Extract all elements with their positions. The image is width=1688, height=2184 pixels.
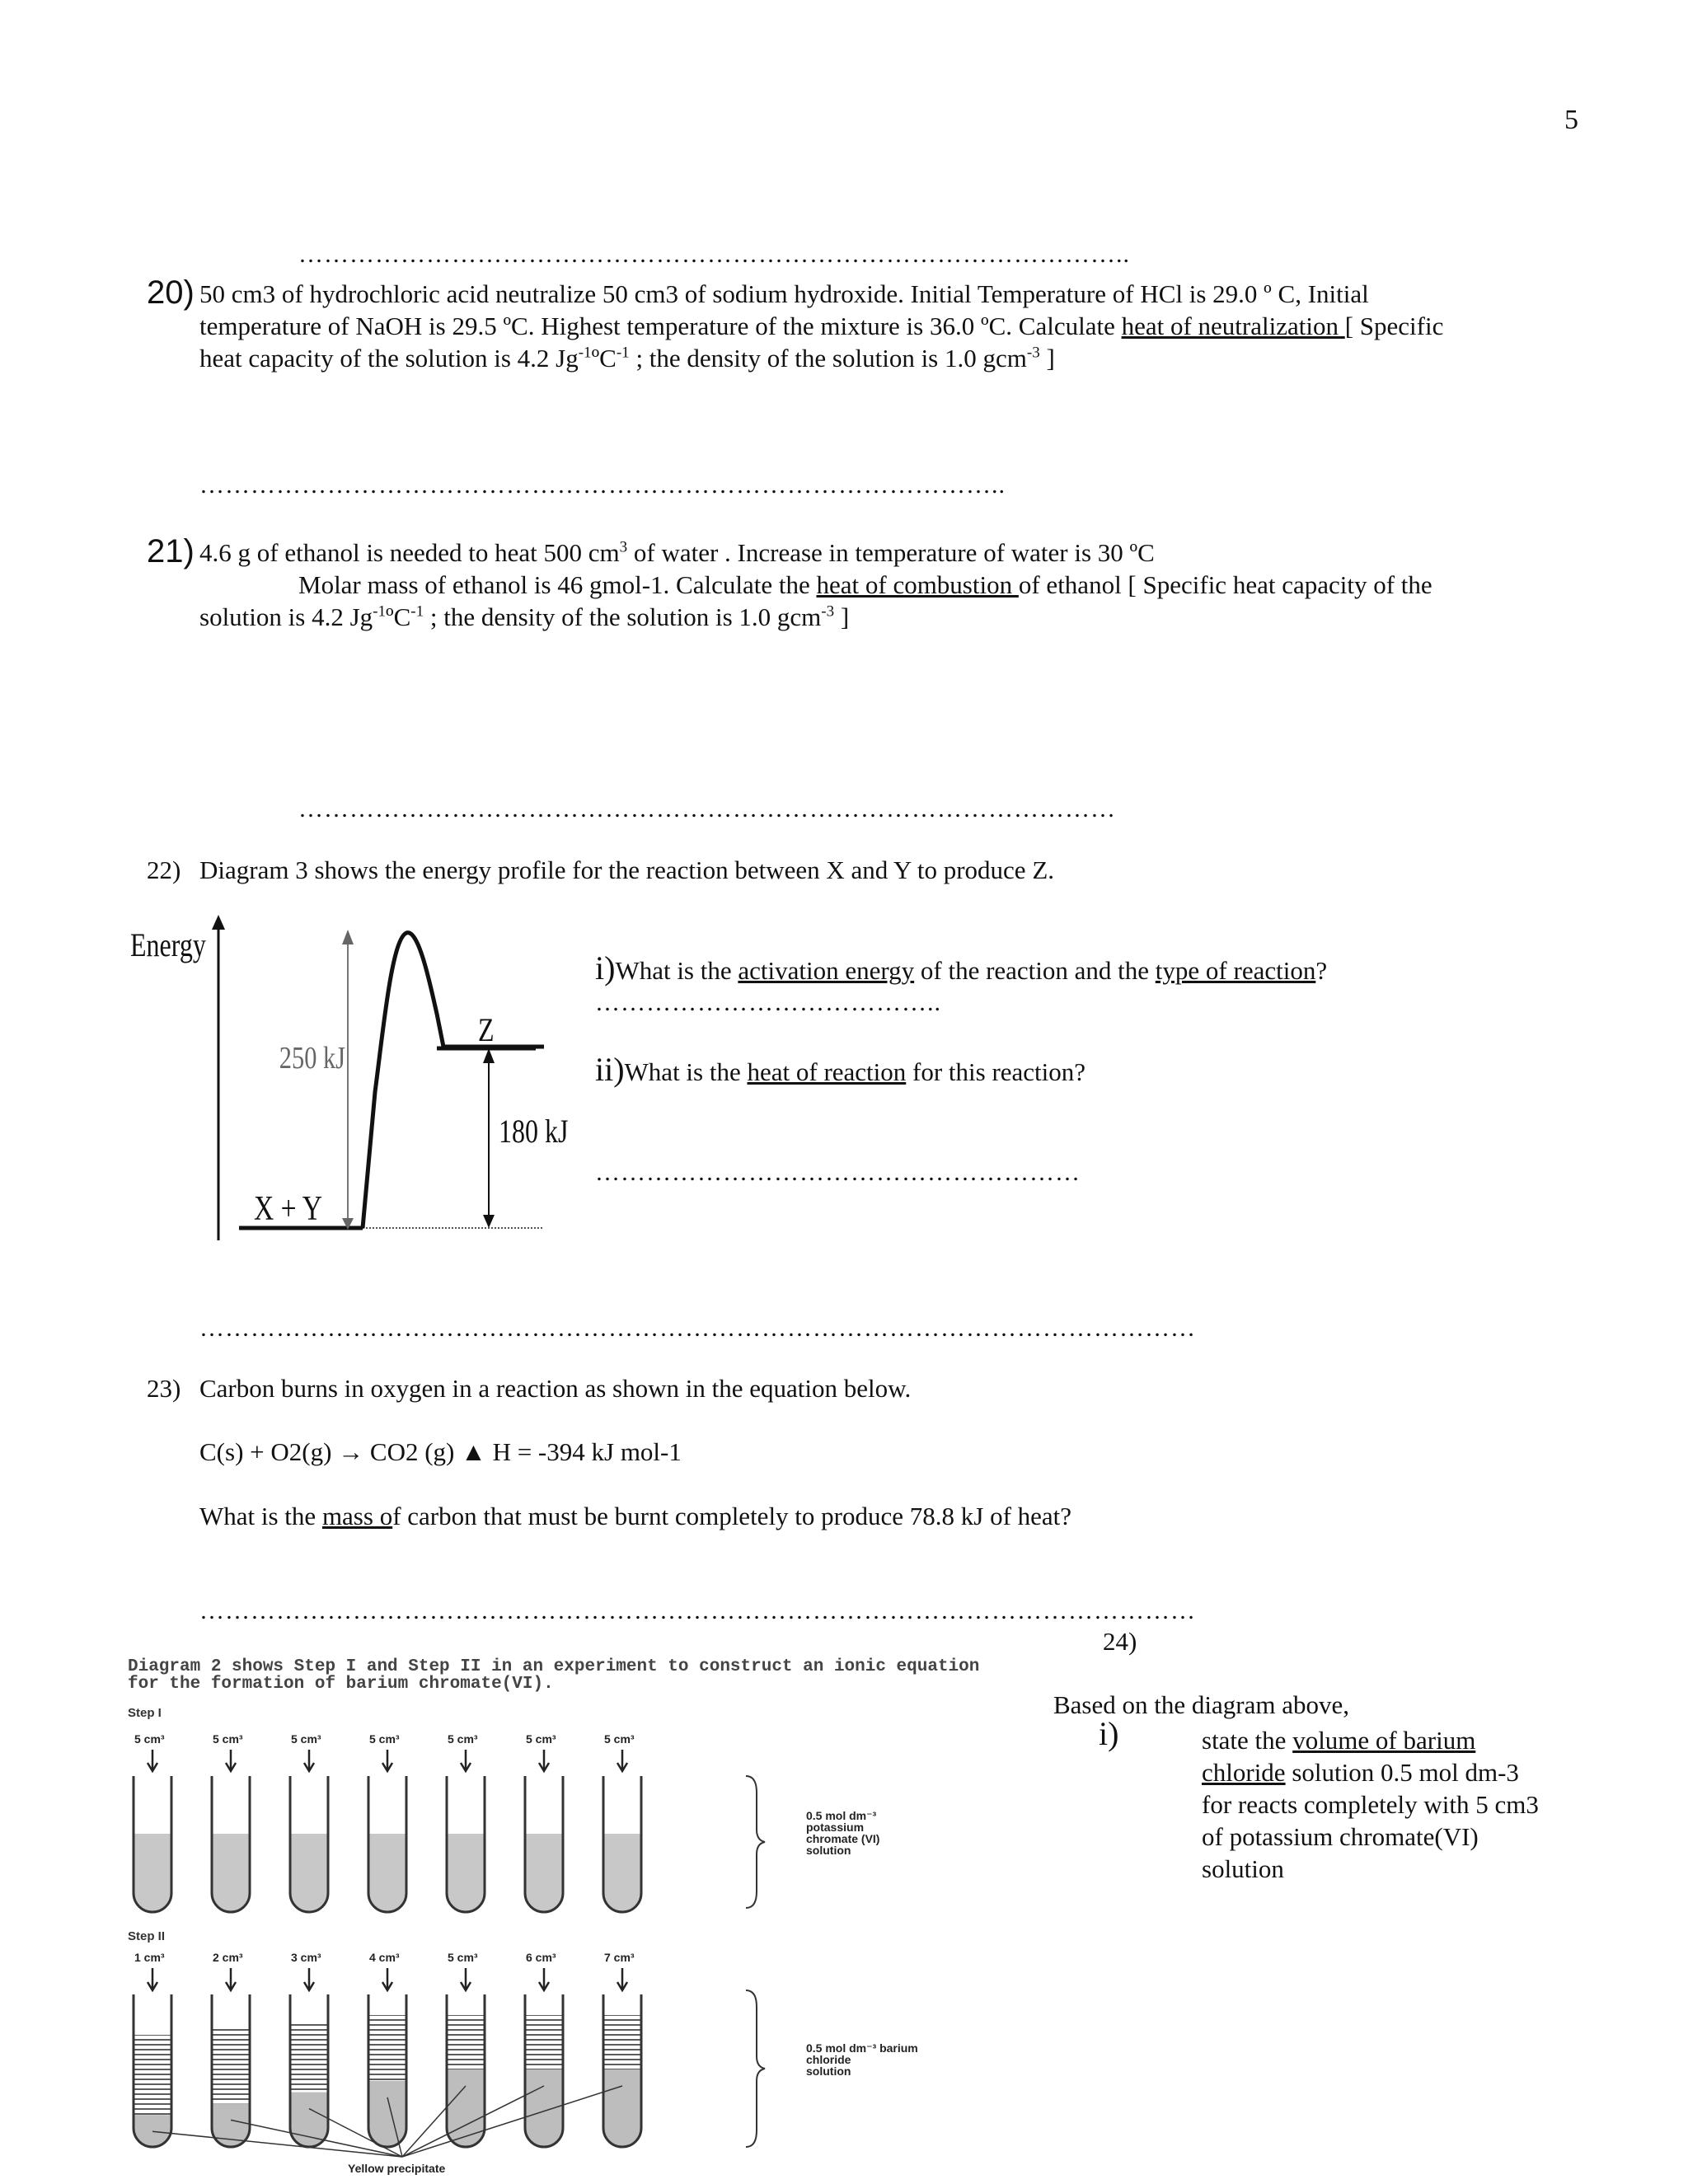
q24-text: solution 0.5 mol dm-3 [1285, 1758, 1519, 1787]
q20-text: ºC [591, 344, 617, 373]
step1-tubes [133, 1732, 642, 1914]
q24-line-2 [1202, 1756, 1519, 1788]
mixture-hatched [447, 2015, 485, 2069]
reagent1-label: 0.5 mol dm⁻³ [806, 1809, 877, 1822]
q22-keyword: type of reaction [1155, 956, 1316, 985]
q21-line-1 [199, 537, 1155, 569]
equation-text: H = -394 kJ mol-1 [485, 1437, 682, 1466]
q20-line-3 [199, 342, 1055, 374]
q21-text: ] [834, 602, 850, 631]
superscript: -3 [821, 602, 835, 621]
q20-line-1: 50 cm3 of hydrochloric acid neutralize 50 cm3 of sodium hydroxide. Initial Temperature of HCl is 29.0 º C, Initial [199, 279, 1369, 308]
volume-label: 5 cm³ [604, 1732, 635, 1746]
q24-line-5: solution [1202, 1854, 1284, 1883]
q21-text: of ethanol [ Specific heat capacity of the [1018, 570, 1432, 599]
q24-keyword: volume of barium [1292, 1726, 1476, 1755]
volume-label: 2 cm³ [213, 1951, 243, 1964]
q24-keyword: chloride [1202, 1758, 1286, 1787]
sub-number: i) [595, 949, 616, 987]
mixture-hatched [134, 2035, 171, 2115]
q24-line-4: of potassium chromate(VI) [1202, 1822, 1479, 1851]
question-number-24: 24) [1103, 1627, 1137, 1656]
diagram-2-test-tubes [124, 1652, 1006, 2180]
product-label: Z [478, 1011, 495, 1048]
reagent1-label: chromate (VI) [806, 1832, 880, 1845]
label-180kj: 180 kJ [499, 1113, 569, 1150]
diagram2-caption-1: Diagram 2 shows Step I and Step II in an experiment to construct an ionic equation [128, 1657, 980, 1676]
q22-keyword: heat of reaction [747, 1057, 907, 1086]
answer-line: ……………………………………………………………………………………………………… [199, 1597, 1196, 1624]
q24-text: state the [1202, 1726, 1293, 1755]
mixture-hatched [368, 2015, 406, 2081]
q21-text: Molar mass of ethanol is 46 gmol-1. Calculate the [298, 570, 817, 599]
reagent2-label: chloride [806, 2053, 851, 2066]
answer-line: ………………………………………………… [595, 1159, 1081, 1186]
volume-label: 5 cm³ [369, 1732, 400, 1746]
arrowhead-up-icon [483, 1048, 495, 1063]
q21-text: solution is 4.2 Jg [199, 602, 373, 631]
mixture-hatched [603, 2015, 641, 2069]
brace [746, 1776, 765, 1908]
answer-line: …………………………………………………………………………………… [298, 795, 1116, 823]
volume-label: 5 cm³ [448, 1732, 478, 1746]
question-number-21: 21) [147, 533, 195, 569]
energy-axis-label: Energy [130, 926, 206, 963]
question-number-23: 23) [147, 1374, 181, 1403]
mixture-hatched [212, 2028, 250, 2103]
volume-label: 6 cm³ [526, 1951, 556, 1964]
volume-label: 5 cm³ [213, 1732, 243, 1746]
energy-curve [363, 933, 544, 1228]
superscript: -1 [373, 602, 386, 621]
delta-triangle-icon: ▲ [461, 1437, 486, 1466]
q24-intro: Based on the diagram above, [1053, 1690, 1349, 1719]
superscript: -1 [616, 344, 630, 362]
arrowhead-up-icon [342, 930, 354, 944]
arrowhead-down-icon [483, 1215, 495, 1228]
q22-question-i [595, 949, 1328, 987]
step2-label: Step II [128, 1929, 166, 1943]
q21-text: ; the density of the solution is 1.0 gcm [424, 602, 822, 631]
superscript: -1 [410, 602, 424, 621]
q22-text: of the reaction and the [914, 956, 1156, 985]
volume-label: 7 cm³ [604, 1951, 635, 1964]
reagent2-label: 0.5 mol dm⁻³ barium [806, 2041, 918, 2055]
q22-text: Diagram 3 shows the energy profile for the reaction between X and Y to produce Z. [199, 855, 1055, 884]
q24-sub-number: i) [1099, 1715, 1119, 1752]
mixture-hatched [525, 2015, 563, 2069]
q22-text: for this reaction? [906, 1057, 1086, 1086]
sub-number: ii) [595, 1051, 625, 1088]
q20-line-2 [199, 310, 1443, 342]
energy-profile-diagram [124, 907, 585, 1253]
q23-equation [199, 1436, 682, 1468]
equation-text: C(s) + O2(g) [199, 1437, 339, 1466]
answer-line: ……………………………………………………………………………………………………… [199, 1315, 1196, 1342]
answer-line: ………………………………….. [595, 989, 941, 1016]
q22-question-ii [595, 1053, 1085, 1088]
reagent1-label: potassium [806, 1821, 865, 1834]
page-number: 5 [1564, 105, 1578, 135]
arrow-right-icon: → [338, 1437, 364, 1466]
answer-line: ………………………………………………………………………………….. [199, 471, 1006, 499]
q22-text: ? [1315, 956, 1328, 985]
q23-text: What is the [199, 1502, 322, 1530]
question-number-20: 20) [147, 274, 195, 311]
q22-text: What is the [615, 956, 738, 985]
q20-text: temperature of NaOH is 29.5 ºC. Highest temperature of the mixture is 36.0 ºC. Calculate [199, 312, 1122, 340]
step2-tubes [133, 1951, 642, 2149]
pointer-line [402, 2086, 622, 2157]
brace [746, 1990, 765, 2147]
q20-keyword: heat of neutralization [1121, 312, 1345, 340]
q21-line-2 [298, 569, 1432, 601]
superscript: -1 [578, 344, 592, 362]
axis-arrowhead-icon [212, 915, 225, 930]
q20-text: ; the density of the solution is 1.0 gcm [629, 344, 1027, 373]
volume-label: 1 cm³ [134, 1951, 165, 1964]
volume-label: 4 cm³ [369, 1951, 400, 1964]
mixture-hatched [290, 2022, 328, 2093]
q20-text: ] [1039, 344, 1055, 373]
q21-text: ºC [385, 602, 411, 631]
q23-question [199, 1500, 1071, 1532]
q23-text: Carbon burns in oxygen in a reaction as shown in the equation below. [199, 1374, 912, 1403]
volume-label: 5 cm³ [134, 1732, 165, 1746]
q24-line-3: for reacts completely with 5 cm3 [1202, 1790, 1539, 1819]
q23-keyword: mass o [321, 1502, 393, 1530]
q21-keyword: heat of combustion [816, 570, 1019, 599]
label-250kj: 250 kJ [279, 1040, 346, 1076]
precipitate-label: Yellow precipitate [348, 2162, 446, 2175]
reagent2-label: solution [806, 2064, 851, 2078]
q24-line-1 [1202, 1724, 1475, 1756]
volume-label: 5 cm³ [526, 1732, 556, 1746]
diagram2-caption-2: for the formation of barium chromate(VI). [128, 1675, 554, 1694]
q21-text: of water . Increase in temperature of water is 30 ºC [627, 538, 1155, 567]
q21-text: 4.6 g of ethanol is needed to heat 500 cm [199, 538, 620, 567]
q23-text: f carbon that must be burnt completely to produce 78.8 kJ of heat? [392, 1502, 1072, 1530]
volume-label: 5 cm³ [448, 1951, 478, 1964]
superscript: -3 [1026, 344, 1040, 362]
q21-line-3 [199, 601, 849, 633]
q20-text: heat capacity of the solution is 4.2 Jg [199, 344, 579, 373]
q20-text: [ Specific [1344, 312, 1444, 340]
volume-label: 3 cm³ [291, 1951, 321, 1964]
q22-keyword: activation energy [738, 956, 915, 985]
answer-line: …………………………………………………………………………………….. [298, 241, 1130, 268]
step1-label: Step I [128, 1706, 162, 1720]
reactants-label: X + Y [254, 1189, 323, 1228]
question-number-22: 22) [147, 855, 181, 884]
q22-text: What is the [624, 1057, 748, 1086]
superscript: 3 [619, 538, 628, 556]
pointer-line [152, 2131, 402, 2157]
volume-label: 5 cm³ [291, 1732, 321, 1746]
reagent1-label: solution [806, 1844, 851, 1857]
equation-text: CO2 (g) [363, 1437, 462, 1466]
